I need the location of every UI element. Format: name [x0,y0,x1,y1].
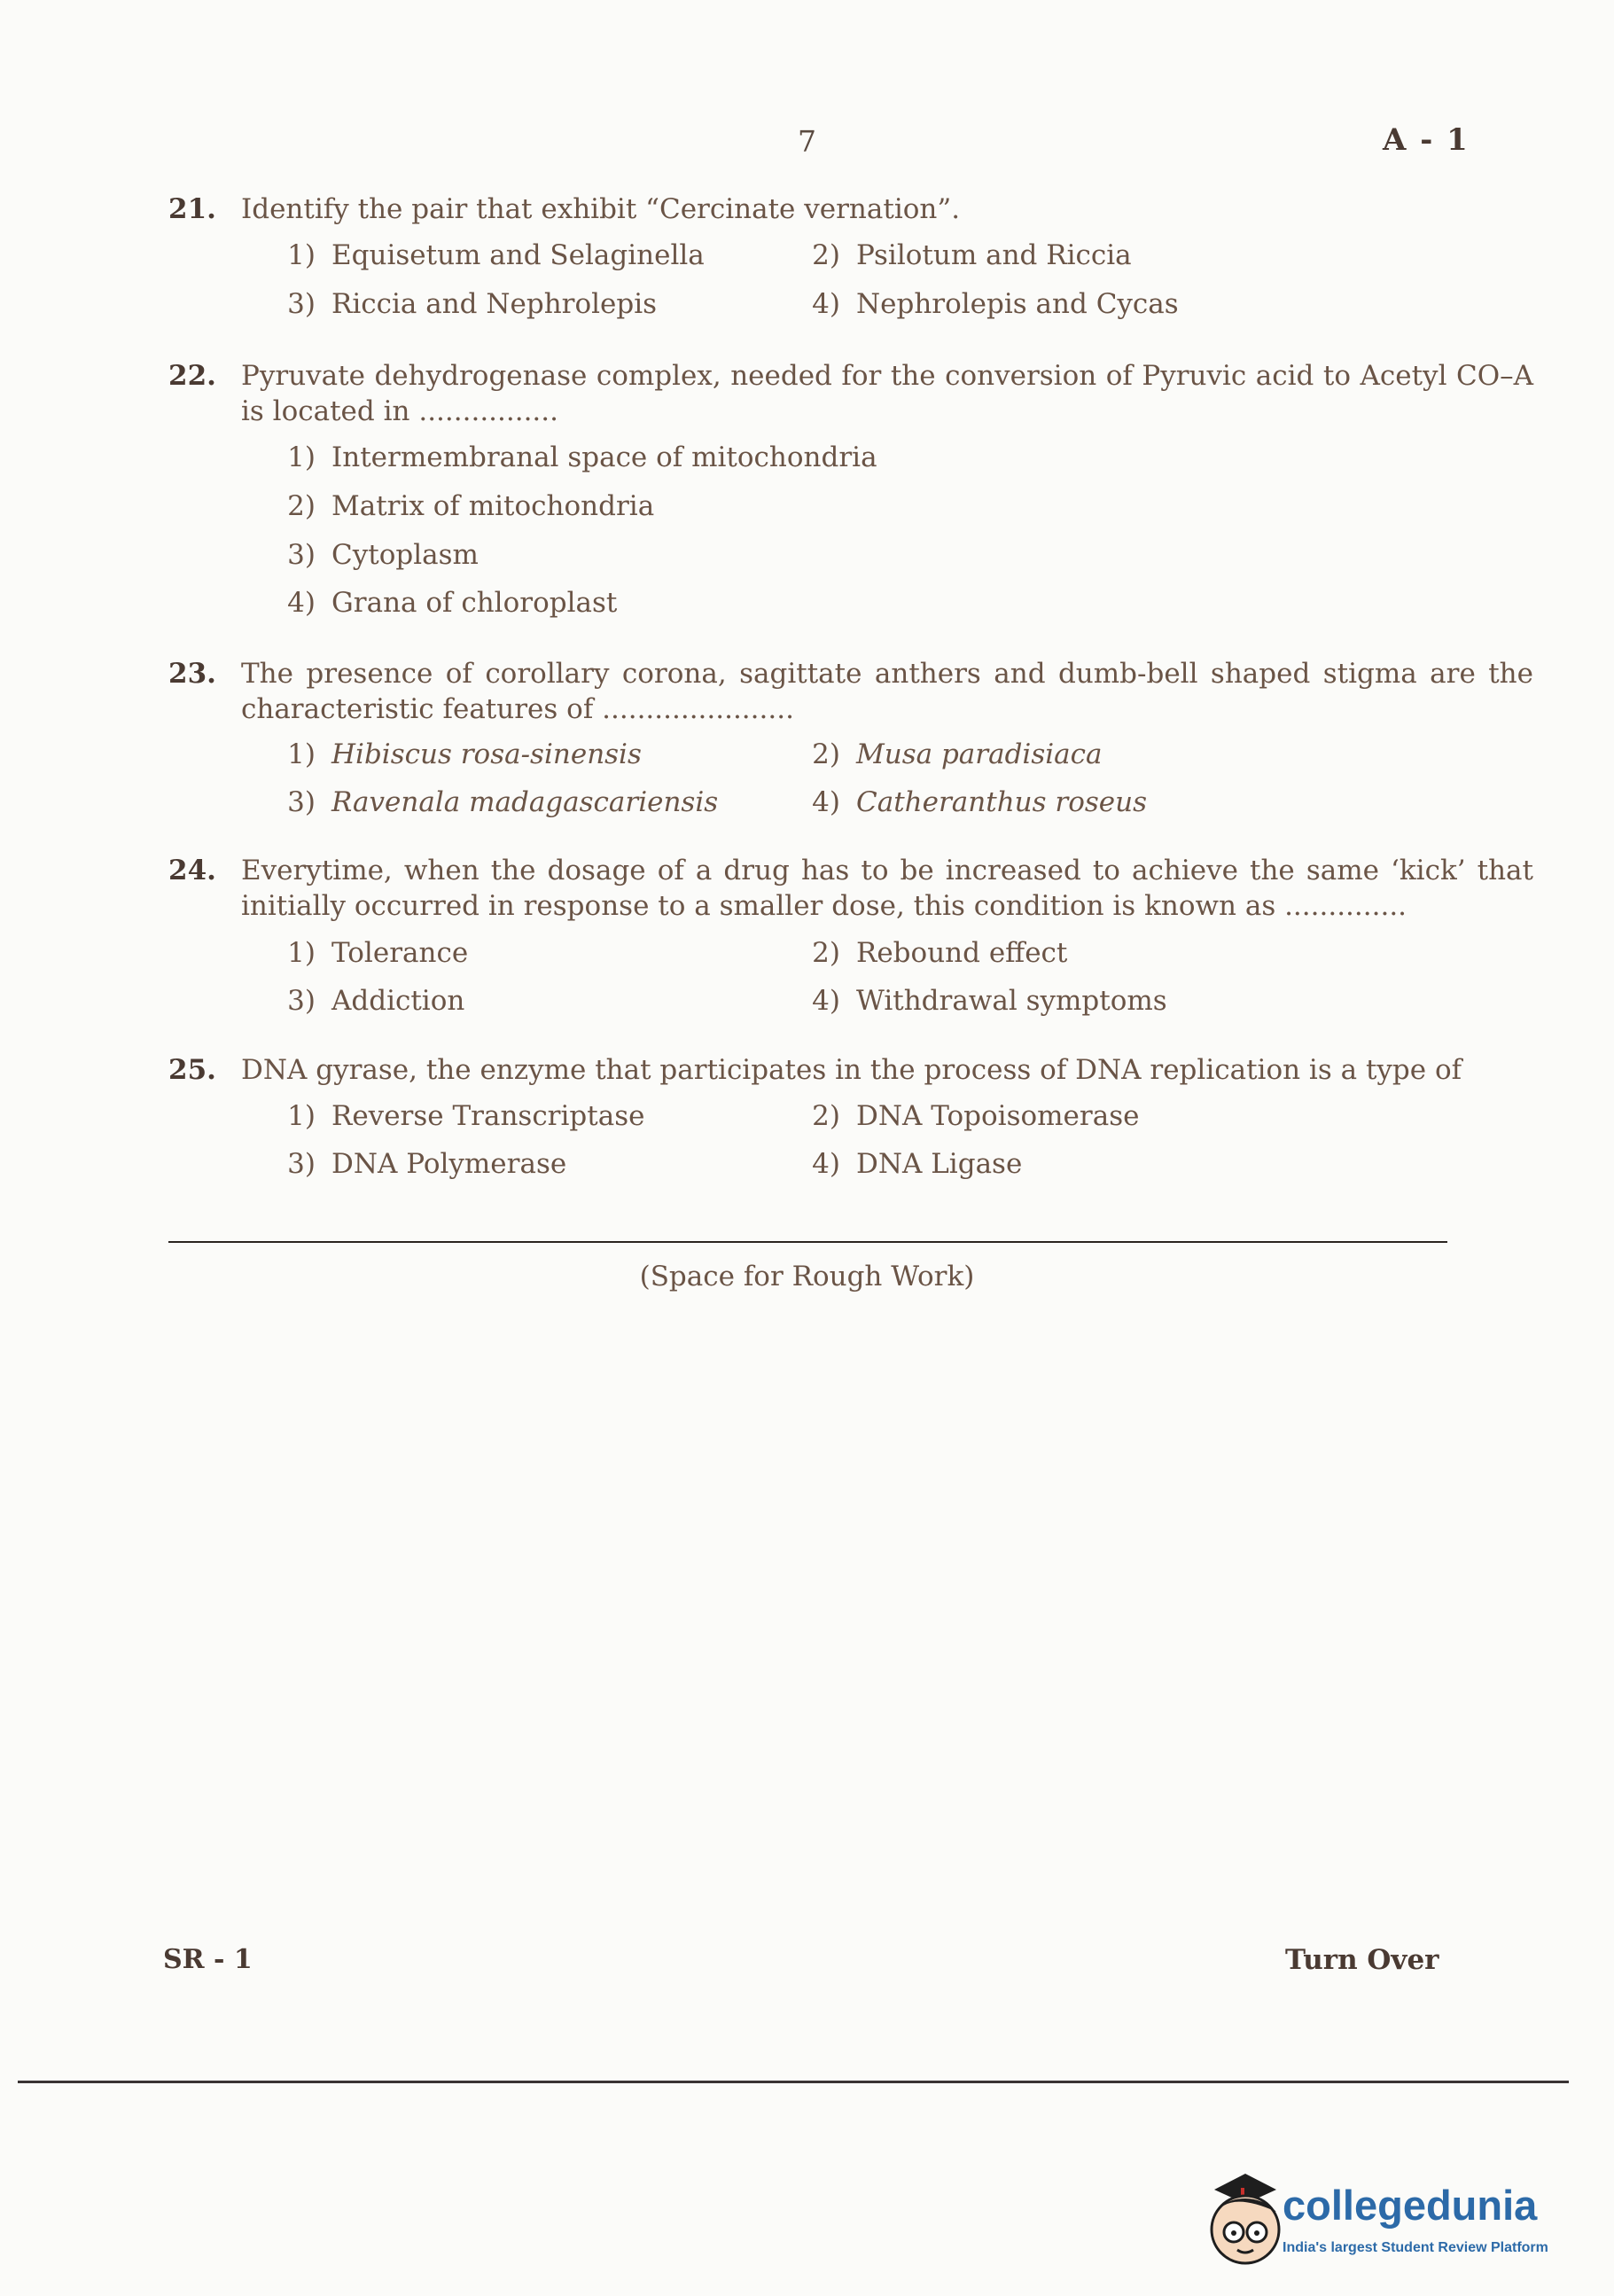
option-1: 1) Intermembranal space of mitochondria [287,441,877,473]
question-text: Identify the pair that exhibit “Cercinate vernation”. [241,193,961,225]
option-2: 2) DNA Topoisomerase [812,1100,1140,1132]
bottom-rule [18,2081,1569,2083]
option-3: 3) Cytoplasm [287,539,479,571]
question-text: Everytime, when the dosage of a drug has to be increased to achieve the same ‘kick’ that initially occurred in response to a smaller dose, this condition is known as .............. [241,855,1533,922]
page-number: 7 [798,124,816,159]
question-number: 22. [168,360,216,392]
option-4: 4) Withdrawal symptoms [812,985,1167,1017]
question-number: 24. [168,855,216,886]
option-3: 3) Addiction [287,985,465,1017]
option-3: 3) Ravenala madagascariensis [287,786,719,818]
option-4: 4) Catheranthus roseus [812,786,1147,818]
question-text: The presence of corollary corona, sagittate anthers and dumb-bell shaped stigma are the characteristic features of ...................... [241,658,1533,725]
question-number: 23. [168,658,216,690]
option-4: 4) Grana of chloroplast [287,587,618,619]
logo-tagline: India's largest Student Review Platform [1283,2240,1548,2255]
divider-rule [168,1241,1447,1243]
option-1: 1) Hibiscus rosa-sinensis [287,738,642,770]
option-3: 3) DNA Polymerase [287,1148,567,1180]
option-3: 3) Riccia and Nephrolepis [287,288,658,320]
footer-code: SR - 1 [163,1944,253,1975]
option-1: 1) Reverse Transcriptase [287,1100,645,1132]
rough-work-label: (Space for Rough Work) [639,1261,975,1292]
question-number: 21. [168,193,216,225]
option-1: 1) Tolerance [287,937,469,969]
logo-brand-text: collegedunia [1283,2182,1538,2229]
option-4: 4) DNA Ligase [812,1148,1023,1180]
option-2: 2) Rebound effect [812,937,1068,969]
turn-over-label: Turn Over [1285,1944,1439,1976]
booklet-code: A - 1 [1383,122,1470,158]
option-2: 2) Musa paradisiaca [812,738,1103,770]
question-number: 25. [168,1054,216,1086]
option-2: 2) Matrix of mitochondria [287,490,655,522]
question-text: Pyruvate dehydrogenase complex, needed for the conversion of Pyruvic acid to Acetyl CO–A is located in ................ [241,360,1533,427]
option-1: 1) Equisetum and Selaginella [287,239,705,271]
option-2: 2) Psilotum and Riccia [812,239,1132,271]
question-text: DNA gyrase, the enzyme that participates in the process of DNA replication is a type of [241,1054,1462,1086]
option-4: 4) Nephrolepis and Cycas [812,288,1179,320]
